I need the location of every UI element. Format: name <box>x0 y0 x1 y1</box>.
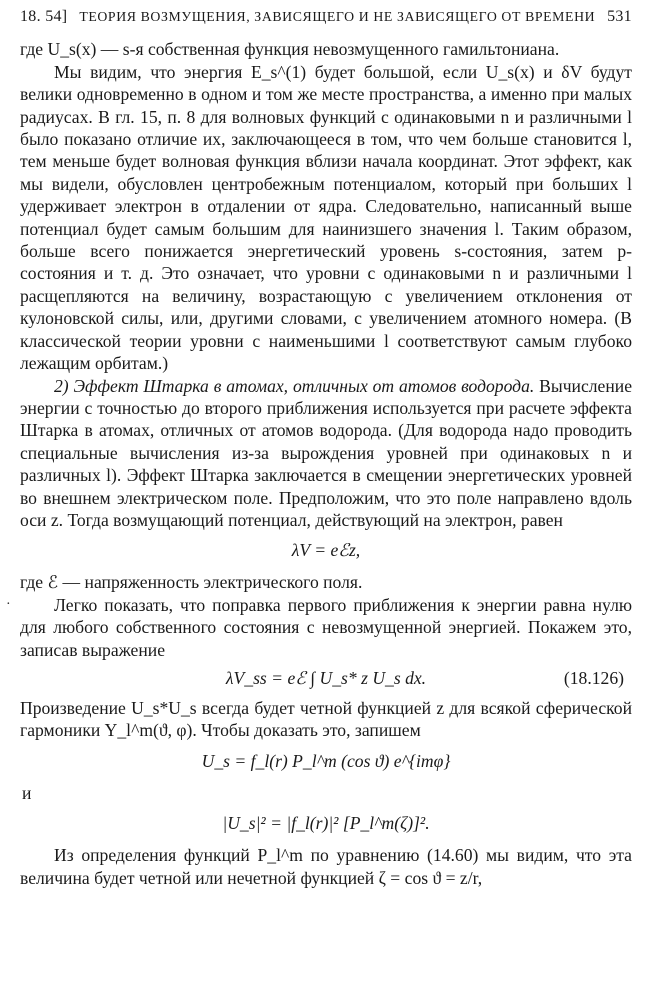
paragraph-3-body: Вычисление энергии с точностью до второго приближения используется при расчете эффекта Штарка в атомах, отличных от атомов водорода. (Для водорода надо проводить специальные вычисления из-за вырождения уровней при одинаковых n и различных l). Эффект Штарка заключается в смещении энергетических уровней во внешнем электрическом поле. Предположим, что это поле направлено вдоль оси z. Тогда возмущающий потенциал, действующий на электрон, равен <box>20 375 632 530</box>
margin-mark: · <box>6 597 11 612</box>
paragraph-2: Мы видим, что энергия E_s^(1) будет большой, если U_s(x) и δV будут велики одновременно в одном и том же месте пространства, а именно при малых радиусах. В гл. 15, п. 8 для волновых функций с одинаковыми n и различными l было показано отличие их, заключающееся в том, что чем больше становится l, тем меньше будет волновая функция вблизи начала координат. Этот эффект, как мы видели, обусловлен центробежным потенциалом, который при больших l удерживает электрон в отдалении от ядра. Следовательно, написанный выше потенциал будет самым большим для наинизшего значения l. Таким образом, больше всего понижается энергетический уровень s-состояния, затем p-состояния и т. д. Это означает, что уровни с одинаковыми n и различными l расщепляются на величину, возрастающую с увеличением отклонения от кулоновской силы, или, другими словами, с увеличением атомного номера. (В классической теории уровни с наименьшими l соответствуют самым глубоко лежащим орбитам.) <box>20 61 632 374</box>
paragraph-5: Легко показать, что поправка первого приближения к энергии равна нулю для любого собственного состояния с невозмущенной энергией. Покажем это, записав выражение <box>20 594 632 660</box>
equation-vss-body: λV_ss = eℰ ∫ U_s* z U_s dx. <box>225 667 427 688</box>
conjunction-and: и <box>22 782 32 803</box>
running-title: ТЕОРИЯ ВОЗМУЩЕНИЯ, ЗАВИСЯЩЕГО И НЕ ЗАВИСЯЩЕГО ОТ ВРЕМЕНИ <box>79 9 596 24</box>
paragraph-6: Произведение U_s*U_s всегда будет четной функцией z для всякой сферической гармоники Y_l^m(ϑ, φ). Чтобы доказать это, запишем <box>20 697 632 741</box>
stark-heading: 2) Эффект Штарка в атомах, отличных от атомов водорода. <box>54 375 535 396</box>
paragraph-4: где ℰ — напряженность электрического поля. <box>20 572 363 593</box>
paragraph-3 <box>20 375 632 532</box>
equation-us: U_s = f_l(r) P_l^m (cos ϑ) e^{imφ} <box>201 750 451 771</box>
paragraph-8: Из определения функций P_l^m по уравнению (14.60) мы видим, что эта величина будет четной или нечетной функцией ζ = cos ϑ = z/r, <box>20 845 632 888</box>
equation-us-squared: |U_s|² = |f_l(r)|² [P_l^m(ζ)]². <box>222 813 430 834</box>
paragraph-1: где U_s(x) — s-я собственная функция невозмущенного гамильтониана. <box>20 39 560 60</box>
equation-number: (18.126) <box>563 667 624 688</box>
page-number: 531 <box>607 8 632 25</box>
section-ref: 18. 54] <box>20 8 68 25</box>
equation-potential: λV = eℰz, <box>291 540 361 561</box>
running-header <box>20 6 632 28</box>
equation-vss <box>20 665 632 691</box>
